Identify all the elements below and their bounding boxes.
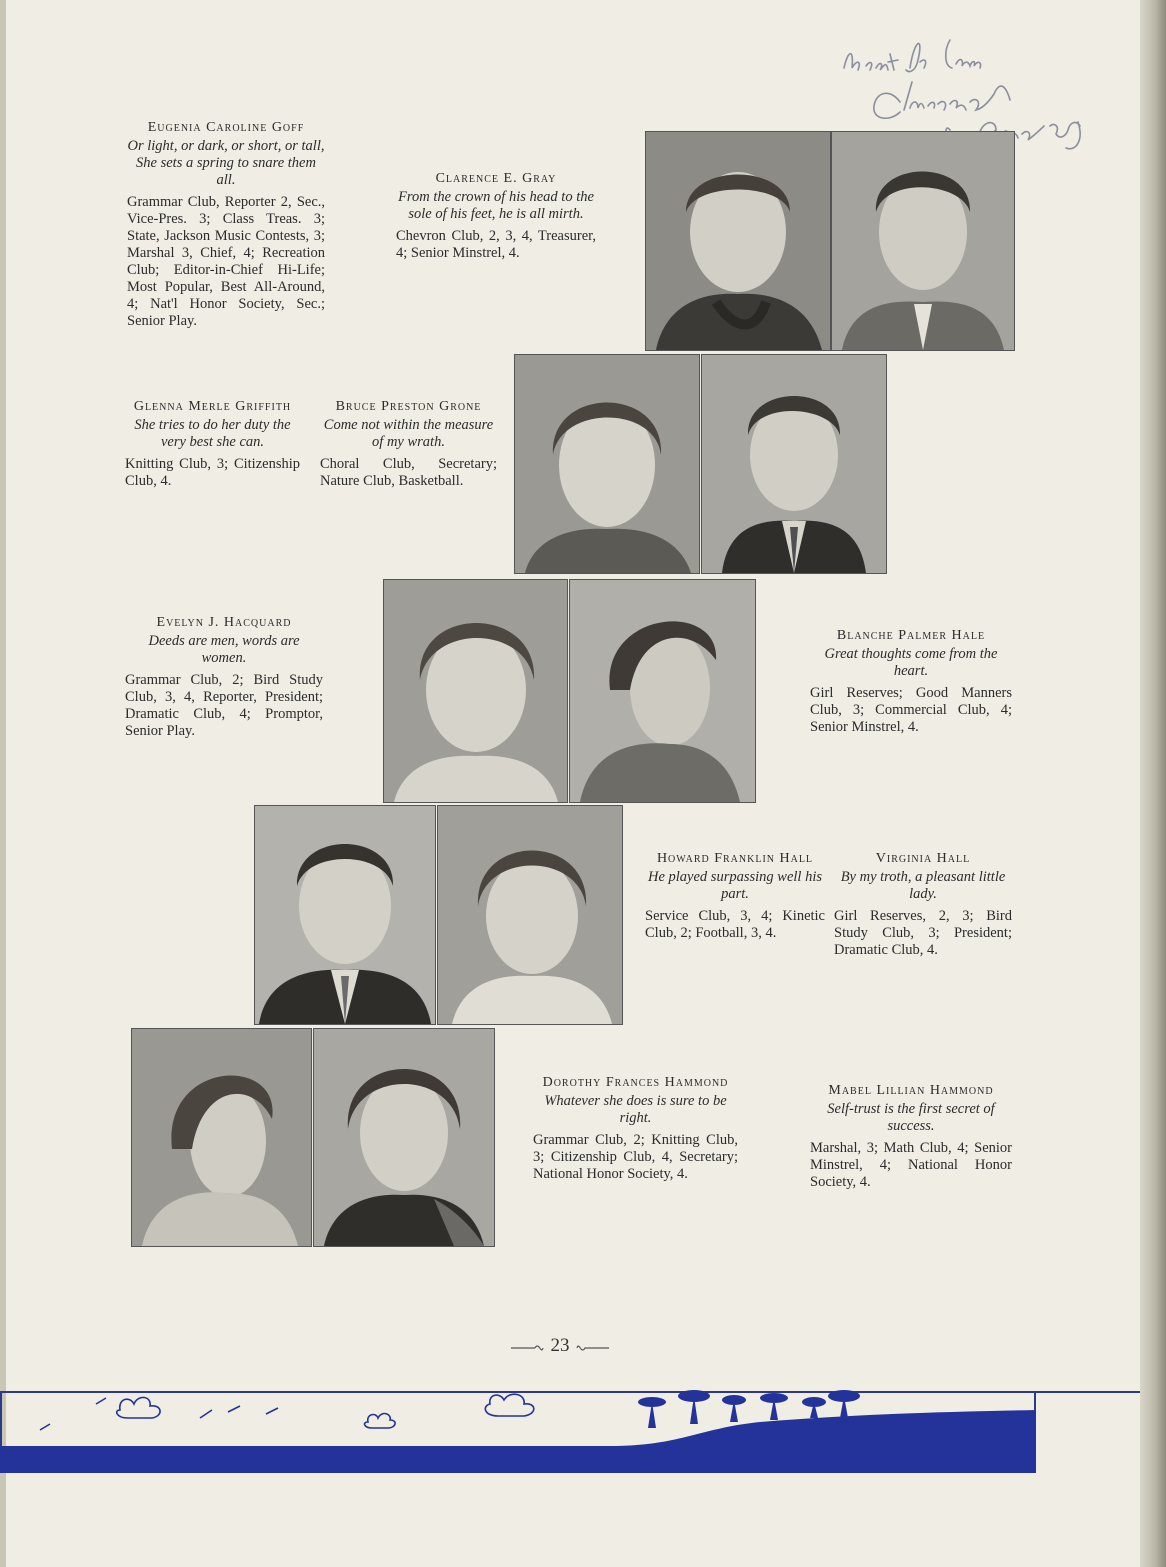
entry-quote: He played surpassing well his part. <box>648 869 822 902</box>
entry-bruce-grone <box>320 398 497 490</box>
entry-quote: Great thoughts come from the heart. <box>824 646 998 679</box>
entry-name: Blanche Palmer Hale <box>836 628 986 643</box>
entry-activities: Grammar Club, Reporter 2, Sec., Vice-Pres. 3; Class Treas. 3; State, Jackson Music Contests, 3; Marshal 3, Chief, 4; Recreation Club; Editor-in-Chief Hi-Life; Most Popular, Best All-Around, 4; Nat'l Honor Society, Sec.; Senior Play. <box>127 194 325 329</box>
entry-mabel-hammond <box>810 1082 1012 1191</box>
entry-name: Clarence E. Gray <box>435 171 557 186</box>
entry-activities: Choral Club, Secretary; Nature Club, Basketball. <box>320 456 497 489</box>
photo-mabel-hammond <box>313 1028 495 1247</box>
entry-name: Mabel Lillian Hammond <box>828 1083 994 1098</box>
photo-blanche-hale <box>569 579 756 803</box>
photo-howard-hall <box>254 805 436 1025</box>
page-edge-left <box>0 0 6 1567</box>
entry-quote: Or light, or dark, or short, or tall, She sets a spring to snare them all. <box>127 138 325 188</box>
photo-dorothy-hammond <box>131 1028 312 1247</box>
entry-quote: By my troth, a pleasant little lady. <box>840 869 1006 902</box>
page-number: 23 <box>550 1335 570 1356</box>
entry-dorothy-hammond <box>533 1074 738 1183</box>
entry-activities: Service Club, 3, 4; Kinetic Club, 2; Football, 3, 4. <box>645 908 825 941</box>
photo-evelyn-hacquard <box>383 579 568 803</box>
photo-eugenia-goff <box>645 131 831 351</box>
entry-activities: Girl Reserves; Good Manners Club, 3; Commercial Club, 4; Senior Minstrel, 4. <box>810 685 1012 735</box>
photo-bruce-grone <box>701 354 887 574</box>
entry-clarence-gray <box>396 170 596 262</box>
entry-quote: She tries to do her duty the very best she can. <box>134 417 291 450</box>
entry-howard-hall <box>645 850 825 942</box>
entry-activities: Girl Reserves, 2, 3; Bird Study Club, 3; President; Dramatic Club, 4. <box>834 908 1012 958</box>
footer-landscape-banner <box>0 1388 1140 1473</box>
entry-evelyn-hacquard <box>125 614 323 740</box>
entry-quote: Whatever she does is sure to be right. <box>544 1093 727 1126</box>
entry-virginia-hall <box>834 850 1012 959</box>
photo-glenna-griffith <box>514 354 700 574</box>
entry-glenna-griffith <box>125 398 300 490</box>
entry-activities: Knitting Club, 3; Citizenship Club, 4. <box>125 456 300 489</box>
entry-eugenia-goff <box>127 119 325 330</box>
entry-activities: Grammar Club, 2; Bird Study Club, 3, 4, Reporter, President; Dramatic Club, 4; Promptor, Senior Play. <box>125 672 323 739</box>
entry-name: Dorothy Frances Hammond <box>542 1075 729 1090</box>
entry-name: Eugenia Caroline Goff <box>147 120 305 135</box>
entry-activities: Grammar Club, 2; Knitting Club, 3; Citizenship Club, 4, Secretary; National Honor Society, 4. <box>533 1132 738 1182</box>
entry-quote: From the crown of his head to the sole of his feet, he is all mirth. <box>398 189 594 222</box>
entry-blanche-hale <box>810 627 1012 736</box>
entry-activities: Marshal, 3; Math Club, 4; Senior Minstrel, 4; National Honor Society, 4. <box>810 1140 1012 1190</box>
entry-name: Howard Franklin Hall <box>656 851 814 866</box>
book-binding-edge <box>1140 0 1166 1567</box>
entry-quote: Deeds are men, words are women. <box>148 633 300 666</box>
entry-activities: Chevron Club, 2, 3, 4, Treasurer, 4; Senior Minstrel, 4. <box>396 228 596 261</box>
photo-virginia-hall <box>437 805 623 1025</box>
entry-name: Evelyn J. Hacquard <box>156 615 292 630</box>
entry-quote: Come not within the measure of my wrath. <box>323 417 494 450</box>
entry-quote: Self-trust is the first secret of success. <box>827 1101 995 1134</box>
entry-name: Virginia Hall <box>875 851 971 866</box>
photo-clarence-gray <box>831 131 1015 351</box>
entry-name: Glenna Merle Griffith <box>133 399 292 414</box>
entry-name: Bruce Preston Grone <box>335 399 482 414</box>
